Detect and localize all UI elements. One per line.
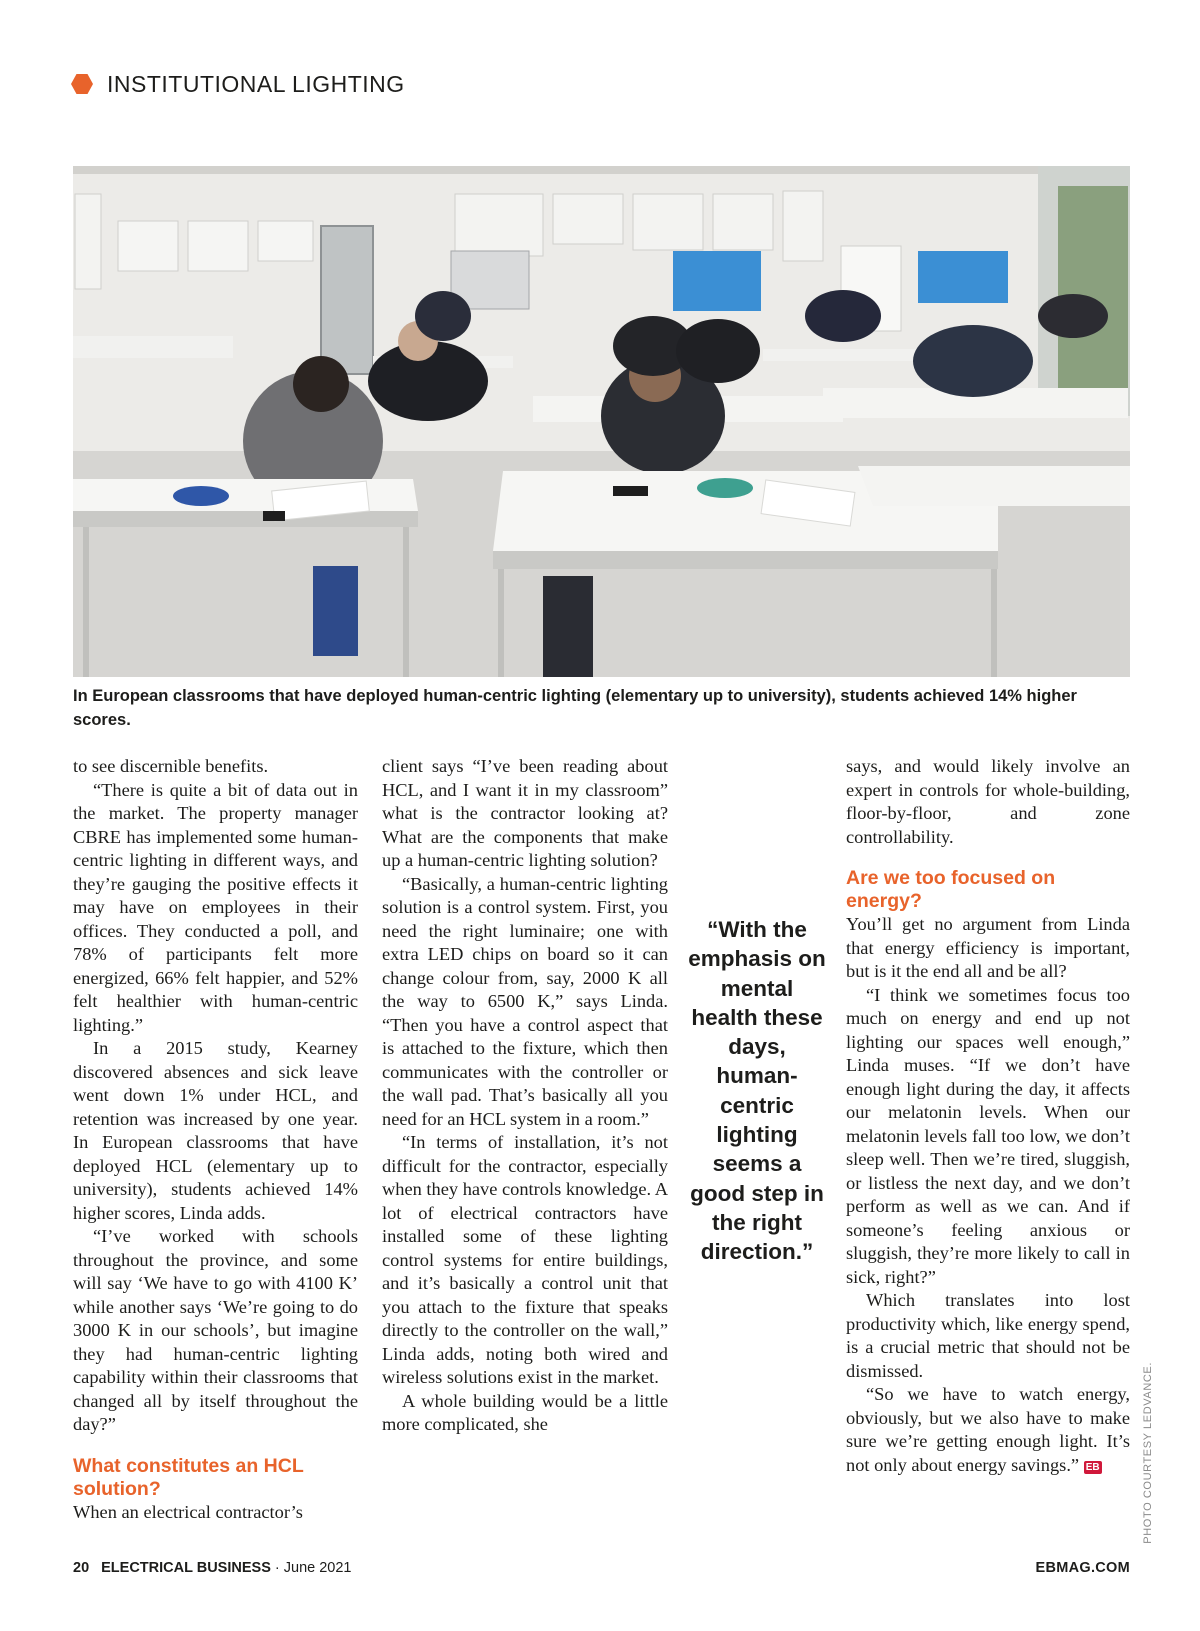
photo-caption: In European classrooms that have deployed human-centric lighting (elementary up to university), students achieved 14% higher scores. — [73, 687, 1077, 729]
page-number: 20 — [73, 1560, 90, 1576]
article-column-3 — [846, 755, 1130, 1477]
photo-credit: PHOTO COURTESY LEDVANCE. — [1142, 1362, 1154, 1544]
paragraph: “In terms of installation, it’s not difficult for the contractor, especially when they have controls knowledge. A lot of electrical contractors have installed some of these lighting control systems for entire buildings, and it’s basically a control unit that you attach to the fixture that speaks directly to the controller on the wall,” Linda adds, noting both wired and wireless solutions exist in the market. — [382, 1132, 669, 1387]
footer-left — [73, 1560, 352, 1576]
paragraph: says, and would likely involve an expert in controls for whole-building, floor-by-floor, and zone controllability. — [846, 756, 1130, 847]
paragraph: When an electrical contractor’s — [73, 1501, 303, 1522]
paragraph: to see discernible benefits. — [73, 756, 269, 776]
paragraph: You’ll get no argument from Linda that energy efficiency is important, but is it the end all and be all? — [846, 914, 1130, 981]
paragraph: Which translates into lost productivity which, like energy spend, is a crucial metric that should not be dismissed. — [846, 1290, 1130, 1381]
paragraph: “Basically, a human-centric lighting solution is a control system. First, you need the right luminaire; one with extra LED chips on board so it can change colour from, say, 2000 K all the way to 6500 K,” says Linda. “Then you have a control aspect that is attached to the fixture, which then communicates with the controller or the wall pad. That’s basically all you need for an HCL system in a room.” — [382, 873, 668, 1129]
section-label: INSTITUTIONAL LIGHTING — [107, 70, 405, 97]
paragraph-final — [846, 1383, 1130, 1477]
paragraph: In a 2015 study, Kearney discovered absences and sick leave went down 1% under HCL, and retention was increased by one year. In European classrooms that have deployed HCL (elementary up to university), students achieved 14% higher scores, Linda adds. — [73, 1038, 358, 1223]
paragraph-text: “So we have to watch energy, obviously, but we also have to make sure we’re getting enough light. It’s not only about energy savings.” — [846, 1384, 1130, 1475]
subheading: Are we too focused on energy? — [846, 867, 1056, 912]
issue-date: · June 2021 — [270, 1560, 352, 1576]
pull-quote: “With the emphasis on mental health these days, human-centric lighting seems a good step in the right direction.” — [688, 917, 826, 1265]
article-column-2 — [382, 755, 668, 1437]
end-mark-icon: EB — [1085, 1461, 1100, 1473]
paragraph: “I’ve worked with schools throughout the province, and some will say ‘We have to go with 4100 K’ while another says ‘We’re going to do 3000 K in our schools’, but imagine they had human-centric lighting capability within their classrooms that changed all by itself throughout the day?” — [73, 1226, 358, 1434]
paragraph: “There is quite a bit of data out in the market. The property manager CBRE has implemented some human-centric lighting in different ways, and they’re gauging the positive effects it may have on employees in their offices. They conducted a poll, and 78% of participants felt more energized, 66% felt happier, and 52% felt healthier with human-centric lighting.” — [73, 779, 358, 1035]
article-column-1 — [73, 755, 358, 1524]
magazine-name: ELECTRICAL BUSINESS — [101, 1560, 271, 1576]
paragraph: A whole building would be a little more complicated, she — [382, 1390, 668, 1434]
subheading: What constitutes an HCL solution? — [73, 1454, 304, 1500]
hexagon-icon — [71, 74, 93, 94]
paragraph: client says “I’ve been reading about HCL, and I want it in my classroom” what is the contractor looking at? What are the components that make up a human-centric lighting solution? — [382, 756, 668, 870]
section-header — [71, 68, 405, 100]
footer-website[interactable]: EBMAG.COM — [1035, 1560, 1130, 1576]
classroom-photo — [73, 166, 1130, 677]
paragraph: “I think we sometimes focus too much on energy and end up not lighting our spaces well enough,” Linda muses. “If we don’t have enough light during the day, it affects our melatonin levels. When our melatonin levels fall too low, we don’t sleep well. Then we’re tired, sluggish, or listless the next day, and we don’t perform as well as we can. And if someone’s feeling anxious or sluggish, they’re more likely to call in sick, right?” — [846, 984, 1130, 1287]
